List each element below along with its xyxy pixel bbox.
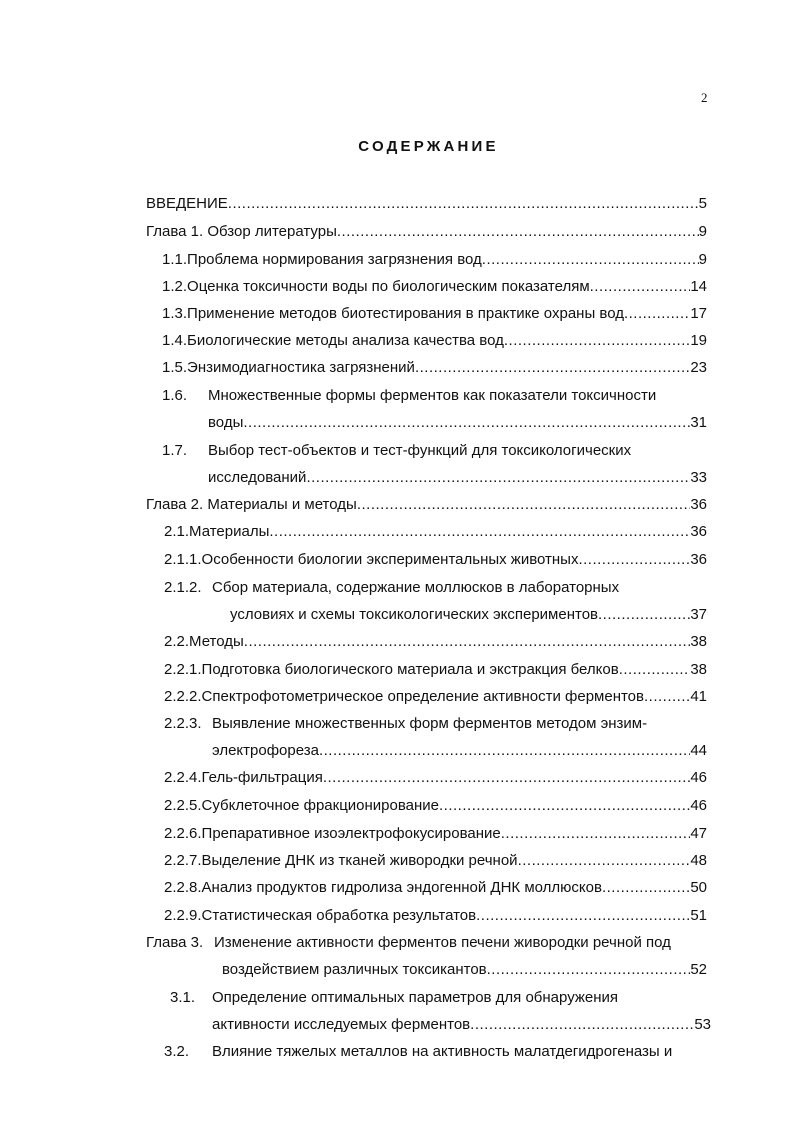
toc-entry-continuation	[212, 1014, 711, 1036]
toc-entry	[170, 987, 707, 1009]
toc-entry-page: 50	[690, 879, 707, 896]
toc-entry	[146, 932, 707, 954]
toc-entry-text: электрофореза	[212, 742, 319, 759]
toc-entry-page: 9	[698, 251, 707, 268]
toc-entry-text: Применение методов биотестирования в практике охраны вод	[187, 305, 624, 322]
leader-dots	[476, 905, 690, 927]
toc-entry-text: Оценка токсичности воды по биологическим показателям	[187, 278, 590, 295]
toc-entry	[164, 521, 707, 543]
toc-entry-text: Выделение ДНК из тканей живородки речной	[201, 852, 518, 869]
toc-entry	[164, 877, 707, 899]
toc-entry-page: 14	[690, 278, 707, 295]
toc-entry-number: 2.2.	[164, 633, 190, 650]
toc-entry-page: 41	[690, 688, 707, 705]
leader-dots	[337, 221, 699, 243]
toc-entry	[164, 795, 707, 817]
leader-dots	[243, 412, 690, 434]
toc-entry-number: 2.1.1.	[164, 551, 202, 568]
leader-dots	[228, 193, 699, 215]
toc-entry-text: активности исследуемых ферментов	[212, 1016, 471, 1033]
toc-entry	[164, 850, 707, 872]
toc-entry-number: 2.2.2.	[164, 688, 202, 705]
leader-dots	[269, 521, 690, 543]
toc-entry-page: 46	[690, 797, 707, 814]
toc-entry	[162, 303, 707, 325]
leader-dots	[644, 686, 690, 708]
toc-entry-number: 3.2.	[164, 1043, 190, 1060]
toc-entry-page: 52	[690, 961, 707, 978]
toc-entry-text: Энзимодиагностика загрязнений	[187, 359, 415, 376]
toc-entry-number: 2.2.3.	[164, 715, 202, 732]
toc-entry-number: 2.2.9.	[164, 907, 202, 924]
toc-entry-page: 53	[694, 1016, 711, 1033]
leader-dots	[624, 303, 690, 325]
leader-dots	[415, 357, 690, 379]
toc-entry-page: 47	[690, 825, 707, 842]
toc-entry-text: Влияние тяжелых металлов на активность малатдегидрогеназы и	[212, 1043, 673, 1060]
toc-entry-page: 17	[690, 305, 707, 322]
toc-entry	[162, 385, 707, 407]
leader-dots	[602, 877, 690, 899]
toc-entry-number: 1.2.	[162, 278, 188, 295]
toc-entry-text: ВВЕДЕНИЕ	[146, 195, 228, 212]
toc-entry-text: Сбор материала, содержание моллюсков в лабораторных	[212, 579, 620, 596]
toc-entry	[164, 549, 707, 571]
toc-entry-text: Выявление множественных форм ферментов методом энзим-	[212, 715, 648, 732]
toc-entry-page: 36	[690, 523, 707, 540]
toc-entry-text: Проблема нормирования загрязнения вод	[187, 251, 482, 268]
toc-entry-page: 48	[690, 852, 707, 869]
toc-entry	[164, 686, 707, 708]
toc-entry-text: Подготовка биологического материала и экстракция белков	[201, 661, 619, 678]
toc-entry-text: условиях и схемы токсикологических экспериментов	[230, 606, 599, 623]
leader-dots	[306, 467, 690, 489]
toc-entry-text: воздействием различных токсикантов	[222, 961, 487, 978]
toc-entry-text: исследований	[208, 469, 307, 486]
toc-entry-text: Материалы	[189, 523, 270, 540]
toc-entry-number: 1.5.	[162, 359, 188, 376]
toc-entry-text: Статистическая обработка результатов	[201, 907, 477, 924]
toc-entry	[164, 767, 707, 789]
leader-dots	[357, 494, 691, 516]
toc-entry-page: 51	[690, 907, 707, 924]
toc-entry-number: 1.7.	[162, 442, 188, 459]
toc-entry-number: 3.1.	[170, 989, 196, 1006]
toc-entry-page: 36	[690, 496, 707, 513]
toc-entry	[162, 330, 707, 352]
toc-entry-number: 2.2.1.	[164, 661, 202, 678]
toc-entry-text: Глава 1. Обзор литературы	[146, 223, 337, 240]
toc-entry	[164, 713, 707, 735]
toc-entry-page: 37	[690, 606, 707, 623]
toc-entry-text: Выбор тест-объектов и тест-функций для токсикологических	[208, 442, 632, 459]
toc-entry-number: 2.2.7.	[164, 852, 202, 869]
toc-entry-text: Методы	[189, 633, 244, 650]
leader-dots	[323, 767, 690, 789]
toc-entry-page: 38	[690, 633, 707, 650]
toc-entry	[164, 823, 707, 845]
leader-dots	[482, 249, 699, 271]
toc-entry	[162, 249, 707, 271]
page-title: СОДЕРЖАНИЕ	[358, 138, 499, 155]
toc-entry-page: 44	[690, 742, 707, 759]
leader-dots	[590, 276, 691, 298]
leader-dots	[504, 330, 690, 352]
leader-dots	[578, 549, 690, 571]
toc-entry-page: 36	[690, 551, 707, 568]
toc-entry	[146, 221, 707, 243]
toc-entry	[146, 494, 707, 516]
toc-entry-number: 2.2.8.	[164, 879, 202, 896]
toc-entry-page: 38	[690, 661, 707, 678]
toc-entry-page: 33	[690, 469, 707, 486]
toc-entry-text: Биологические методы анализа качества вод	[187, 332, 504, 349]
toc-entry-number: 1.3.	[162, 305, 188, 322]
toc-entry-page: 9	[698, 223, 707, 240]
leader-dots	[501, 823, 691, 845]
leader-dots	[518, 850, 691, 872]
toc-entry	[162, 276, 707, 298]
leader-dots	[319, 740, 690, 762]
toc-entry-number: 2.1.2.	[164, 579, 202, 596]
toc-entry-number: 1.1.	[162, 251, 188, 268]
toc-entry-text: Препаративное изоэлектрофокусирование	[201, 825, 501, 842]
leader-dots	[487, 959, 691, 981]
toc-entry-number: Глава 3.	[146, 934, 204, 951]
toc-entry-number: 1.4.	[162, 332, 188, 349]
toc-entry-number: 2.2.5.	[164, 797, 202, 814]
toc-entry	[164, 1041, 707, 1063]
toc-entry-page: 19	[690, 332, 707, 349]
toc-entry	[162, 440, 707, 462]
toc-entry-continuation	[208, 412, 707, 434]
toc-entry-number: 2.2.4.	[164, 769, 202, 786]
toc-entry-page: 31	[690, 414, 707, 431]
leader-dots	[439, 795, 690, 817]
toc-entry-text: Гель-фильтрация	[201, 769, 323, 786]
leader-dots	[470, 1014, 694, 1036]
toc-entry-continuation	[208, 467, 707, 489]
toc-entry-text: Множественные формы ферментов как показатели токсичности	[208, 387, 657, 404]
toc-entry-continuation	[212, 740, 707, 762]
toc-entry-page: 5	[698, 195, 707, 212]
leader-dots	[244, 631, 691, 653]
toc-entry	[162, 357, 707, 379]
leader-dots	[619, 659, 691, 681]
toc-entry-continuation	[222, 959, 707, 981]
leader-dots	[598, 604, 690, 626]
toc-entry-text: Субклеточное фракционирование	[201, 797, 440, 814]
toc-entry-text: Изменение активности ферментов печени живородки речной под	[214, 934, 671, 951]
toc-entry-text: Глава 2. Материалы и методы	[146, 496, 357, 513]
toc-entry	[146, 193, 707, 215]
toc-entry-number: 1.6.	[162, 387, 188, 404]
toc-entry	[164, 905, 707, 927]
toc-entry-text: Особенности биологии экспериментальных животных	[201, 551, 579, 568]
toc-entry-page: 46	[690, 769, 707, 786]
toc-entry	[164, 631, 707, 653]
toc-entry-number: 2.2.6.	[164, 825, 202, 842]
toc-entry-number: 2.1.	[164, 523, 190, 540]
toc-entry-text: Анализ продуктов гидролиза эндогенной ДНК моллюсков	[201, 879, 602, 896]
toc-entry	[164, 577, 707, 599]
toc-entry-continuation	[230, 604, 707, 626]
toc-entry-text: воды	[208, 414, 244, 431]
toc-entry-text: Определение оптимальных параметров для обнаружения	[212, 989, 619, 1006]
toc-entry-page: 23	[690, 359, 707, 376]
page-number: 2	[701, 90, 708, 105]
toc-entry-text: Спектрофотометрическое определение активности ферментов	[201, 688, 644, 705]
toc-entry	[164, 659, 707, 681]
